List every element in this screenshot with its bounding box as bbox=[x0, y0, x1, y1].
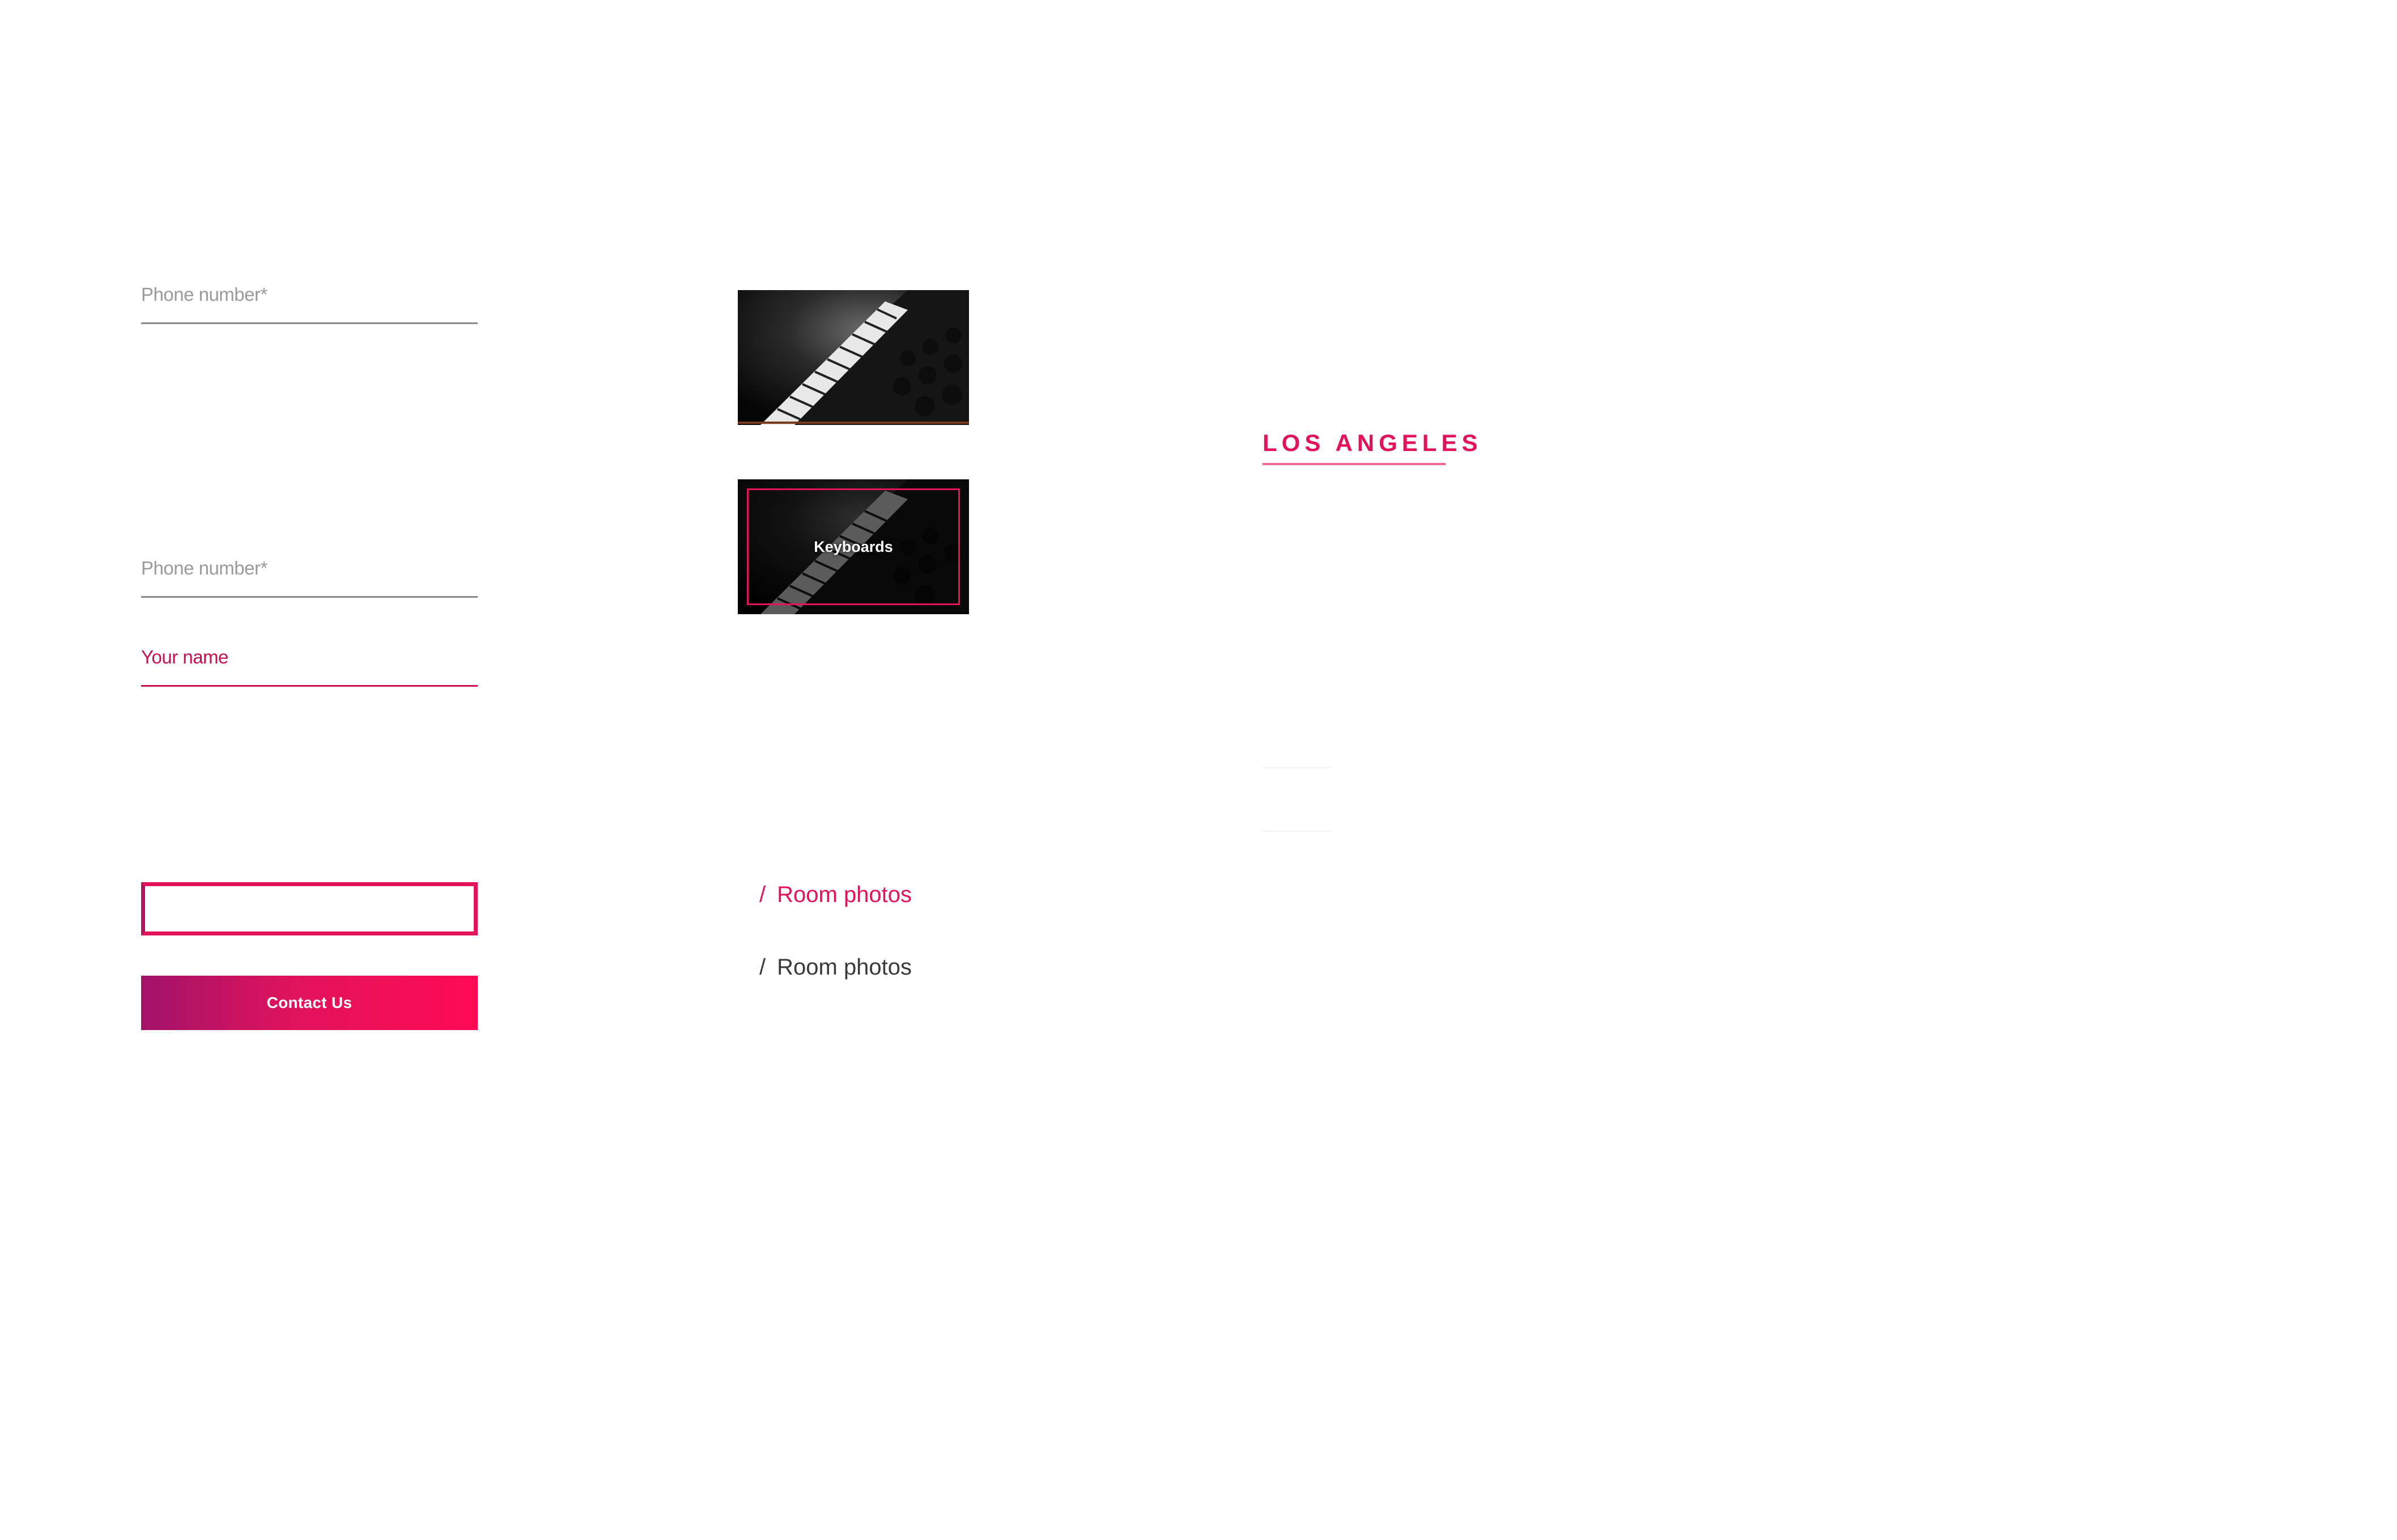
phone-number-label-2: Phone number* bbox=[141, 558, 267, 578]
divider-2 bbox=[1263, 831, 1332, 832]
contact-us-button[interactable]: Contact Us bbox=[141, 976, 478, 1030]
phone-number-field-2[interactable] bbox=[141, 557, 478, 598]
keyboards-thumbnail[interactable] bbox=[738, 290, 969, 425]
keyboard-photo bbox=[738, 290, 969, 425]
focused-text-input[interactable] bbox=[141, 882, 478, 935]
phone-number-underline-2 bbox=[141, 596, 478, 598]
location-tab-underline bbox=[1263, 463, 1446, 465]
phone-number-field[interactable] bbox=[141, 283, 478, 324]
breadcrumb-separator-2: / bbox=[759, 955, 766, 980]
breadcrumb-room-photos-active[interactable] bbox=[759, 881, 912, 908]
breadcrumb-room-photos[interactable] bbox=[759, 954, 912, 981]
breadcrumb-label: Room photos bbox=[777, 882, 912, 907]
your-name-underline bbox=[141, 685, 478, 687]
phone-number-underline bbox=[141, 322, 478, 324]
phone-number-label: Phone number* bbox=[141, 284, 267, 305]
your-name-label: Your name bbox=[141, 646, 228, 667]
breadcrumb-separator: / bbox=[759, 882, 766, 907]
breadcrumb-label-2: Room photos bbox=[777, 955, 912, 980]
keyboards-thumbnail-hover[interactable] bbox=[738, 479, 969, 614]
your-name-field[interactable] bbox=[141, 646, 478, 687]
thumbnail-hover-frame bbox=[747, 488, 960, 605]
location-tab-los-angeles[interactable]: LOS ANGELES bbox=[1263, 429, 1482, 456]
keyboards-label: Keyboards bbox=[814, 538, 893, 555]
divider bbox=[1263, 767, 1332, 768]
